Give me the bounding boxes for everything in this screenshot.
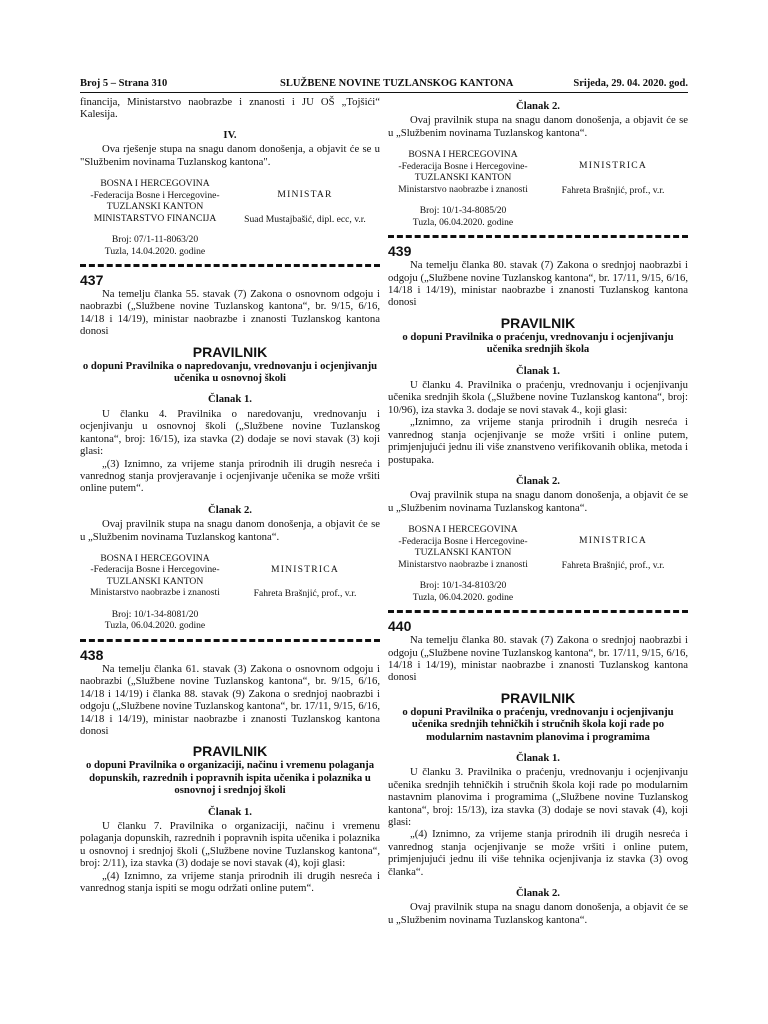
issuer-block — [80, 553, 230, 600]
article-heading: Članak 2. — [208, 503, 252, 516]
header-rule — [80, 92, 688, 93]
issuer-line: -Federacija Bosne i Hercegovine- — [398, 160, 528, 172]
signatory-name: Fahreta Brašnjić, prof., v.r. — [253, 588, 357, 600]
issuer-line: MINISTARSTVO FINANCIJA — [93, 212, 217, 224]
right-column — [388, 96, 688, 926]
reference-block — [80, 609, 230, 632]
issuer-line: BOSNA I HERCEGOVINA — [100, 178, 210, 190]
article-heading: Članak 1. — [208, 393, 252, 406]
act-number: 438 — [80, 646, 104, 663]
header-issue: Broj 5 – Strana 310 — [80, 78, 168, 89]
issuer-line: BOSNA I HERCEGOVINA — [100, 552, 210, 564]
article-text: U članku 7. Pravilnika o organizaciji, načinu i vremenu polaganja dopunskih, razrednih i popravnih ispita učenika i polaznika u osnovnoj i srednjoj školi („Službene novine Tuzlanskog kantona“, broj: 2/11), iza stavka (3) dodaje se novi stavak (4), koji glasi: — [80, 820, 380, 870]
signature-block — [80, 553, 380, 600]
reference-number: Broj: 10/1-34-8085/20 — [419, 205, 507, 217]
act-preamble: Na temelju članka 55. stavak (7) Zakona o osnovnom odgoju i naobrazbi („Službene novine Tuzlanskog kantona“, br. 9/15, 6/16, 14/18 i 14/19), ministar naobrazbe i znanosti Tuzlanskog kantona donosi — [80, 288, 380, 338]
issuer-line: TUZLANSKI KANTON — [414, 547, 512, 559]
signatory-name: Suad Mustajbašić, dipl. ecc, v.r. — [244, 213, 366, 225]
reference-block — [80, 234, 230, 257]
issuer-line: TUZLANSKI KANTON — [106, 575, 204, 587]
issuer-line: BOSNA I HERCEGOVINA — [408, 149, 518, 161]
reference-date: Tuzla, 14.04.2020. godine — [104, 245, 206, 257]
act-subtitle: o dopuni Pravilnika o praćenju, vrednovanju i ocjenjivanju učenika srednjih škola — [402, 330, 674, 356]
issuer-block — [388, 149, 538, 196]
article-text: U članku 4. Pravilnika o naredovanju, vrednovanju i ocjenjivanju u osnovnoj školi („Službene novine Tuzlanskog kantona“, broj: 16/15), iza stavka (2) dodaje se novi stavak (3) koji glasi: — [80, 407, 380, 458]
reference-number: Broj: 10/1-34-8081/20 — [111, 608, 199, 620]
signature-block — [388, 149, 688, 196]
signatory-block — [538, 149, 688, 196]
article-quote: „Iznimno, za vrijeme stanja prirodnih i drugih nesreća i vanrednog stanja ocjenjivanje se može vršiti i online putem, primjenjujući jednu ili više znanstveno verifikovanih oblika, metoda i postupaka. — [388, 416, 688, 466]
reference-date: Tuzla, 06.04.2020. godine — [412, 216, 514, 228]
signatory-block — [230, 553, 380, 600]
issuer-line: Ministarstvo naobrazbe i znanosti — [90, 587, 220, 599]
signatory-block — [230, 178, 380, 225]
article-text: U članku 4. Pravilnika o praćenju, vrednovanju i ocjenjivanju učenika srednjih škola („Službene novine Tuzlanskog kantona“, broj: 10/96), iza stavka 3. dodaje se novi stavak 4., koji glasi: — [388, 379, 688, 416]
continued-text: financija, Ministarstvo naobrazbe i znanosti i JU OŠ „Tojšići“ Kalesija. — [80, 96, 380, 121]
article-heading: Članak 1. — [516, 364, 560, 377]
issuer-line: TUZLANSKI KANTON — [414, 172, 512, 184]
article-heading: Članak 2. — [516, 887, 560, 900]
reference-date: Tuzla, 06.04.2020. godine — [104, 620, 206, 632]
issuer-line: -Federacija Bosne i Hercegovine- — [398, 535, 528, 547]
signature-block — [80, 178, 380, 225]
article-heading: Članak 1. — [516, 751, 560, 764]
signature-block — [388, 524, 688, 571]
act-preamble: Na temelju članka 61. stavak (3) Zakona o osnovnom odgoju i naobrazbi („Službene novine Tuzlanskog kantona“, br. 9/15, 6/16, 14/18 i 14/19) i članka 88. stavak (9) Zakona o srednjoj naobrazbi i odgoju („Službene novine Tuzlanskog kantona“, br. 17/11, 9/15, 6/16, 14/18 i 14/19), ministar naobrazbe i znanosti Tuzlanskog kantona donosi — [80, 662, 380, 737]
issuer-block — [388, 524, 538, 571]
article-text: Ovaj pravilnik stupa na snagu danom donošenja, a objavit će se u „Službenim novinama Tuzlanskog kantona“. — [388, 901, 688, 926]
article-quote: „(3) Iznimno, za vrijeme stanja prirodnih ili drugih nesreća i vanrednog stanja provjeravanje i ocjenjivanje učenika se može vršiti online putem“. — [80, 457, 380, 495]
header-title: SLUŽBENE NOVINE TUZLANSKOG KANTONA — [280, 78, 514, 89]
issuer-line: -Federacija Bosne i Hercegovine- — [90, 564, 220, 576]
issuer-line: TUZLANSKI KANTON — [106, 201, 204, 213]
act-subtitle: o dopuni Pravilnika o praćenju, vrednovanju i ocjenjivanju učenika srednjih tehničkih i stručnih škola koji rade po modularnim nastavnim planovima i programima — [402, 705, 674, 743]
reference-date: Tuzla, 06.04.2020. godine — [412, 591, 514, 603]
signatory-title: MINISTRICA — [271, 563, 339, 575]
article-text: Ovaj pravilnik stupa na snagu danom donošenja, a objavit će se u „Službenim novinama Tuzlanskog kantona“. — [388, 489, 688, 514]
reference-block — [388, 205, 538, 228]
section-divider — [388, 610, 688, 613]
page-header — [80, 78, 688, 92]
section-divider — [80, 264, 380, 267]
act-number: 440 — [388, 618, 412, 635]
signatory-name: Fahreta Brašnjić, prof., v.r. — [561, 184, 665, 196]
act-title: PRAVILNIK — [500, 689, 576, 706]
act-subtitle: o dopuni Pravilnika o napredovanju, vrednovanju i ocjenjivanju učenika u osnovnoj školi — [82, 359, 378, 385]
act-title: PRAVILNIK — [192, 743, 268, 760]
act-subtitle: o dopuni Pravilnika o organizaciji, načinu i vremenu polaganja dopunskih, razrednih i popravnih ispita učenika i polaznika u osnovnoj i srednjoj školi — [85, 759, 375, 797]
issuer-line: BOSNA I HERCEGOVINA — [408, 524, 518, 536]
signatory-block — [538, 524, 688, 571]
act-number: 439 — [388, 243, 412, 260]
left-column — [80, 96, 380, 894]
act-title: PRAVILNIK — [192, 343, 268, 360]
article-heading: Članak 2. — [516, 100, 560, 112]
section-roman-numeral: IV. — [223, 128, 237, 141]
issuer-block — [80, 178, 230, 225]
signatory-title: MINISTRICA — [579, 535, 647, 547]
act-title: PRAVILNIK — [500, 314, 576, 331]
article-quote: „(4) Iznimno, za vrijeme stanja prirodnih ili drugih nesreća i vanrednog stanja ocjenjivanje se može vršiti i online putem, primjenjujući jednu ili više tehnika ocjenjivanja iz stavka (3) ovog članka“. — [388, 828, 688, 878]
issuer-line: Ministarstvo naobrazbe i znanosti — [398, 558, 528, 570]
act-preamble: Na temelju članka 80. stavak (7) Zakona o srednjoj naobrazbi i odgoju („Službene novine Tuzlanskog kantona“, br. 17/11, 9/15, 6/16, 14/18 i 14/19), ministar naobrazbe i znanosti Tuzlanskog kantona donosi — [388, 634, 688, 684]
reference-block — [388, 580, 538, 603]
article-heading: Članak 1. — [208, 805, 252, 818]
section-text: Ova rješenje stupa na snagu danom donošenja, a objavit će se u "Službenim novinama Tuzlanskog kantona". — [80, 143, 380, 168]
act-number: 437 — [80, 272, 104, 289]
issuer-line: -Federacija Bosne i Hercegovine- — [90, 189, 220, 201]
signatory-title: MINISTRICA — [579, 160, 647, 172]
issuer-line: Ministarstvo naobrazbe i znanosti — [398, 183, 528, 195]
article-quote: „(4) Iznimno, za vrijeme stanja prirodnih ili drugih nesreća i vanrednog stanja ispiti se mogu održati online putem“. — [80, 869, 380, 895]
signatory-name: Fahreta Brašnjić, prof., v.r. — [561, 559, 665, 571]
article-heading: Članak 2. — [516, 474, 560, 487]
article-text: Ovaj pravilnik stupa na snagu danom donošenja, a objavit će se u „Službenim novinama Tuzlanskog kantona“. — [388, 114, 688, 139]
signatory-title: MINISTAR — [277, 189, 333, 201]
section-divider — [80, 639, 380, 642]
article-text: U članku 3. Pravilnika o praćenju, vrednovanju i ocjenjivanju učenika srednjih tehničkih i stručnih škola koji rade po modularnim nastavnim planovima i programima („Službene novine Tuzlanskog kantona“, broj: 15/13), iza stavka (3) dodaje se novi stavak (4), koji glasi: — [388, 766, 688, 828]
section-divider — [388, 235, 688, 238]
header-date: Srijeda, 29. 04. 2020. god. — [573, 78, 688, 89]
article-text: Ovaj pravilnik stupa na snagu danom donošenja, a objavit će se u „Službenim novinama Tuzlanskog kantona“. — [80, 518, 380, 543]
act-preamble: Na temelju članka 80. stavak (7) Zakona o srednjoj naobrazbi i odgoju („Službene novine Tuzlanskog kantona“, br. 17/11, 9/15, 6/16, 14/18 i 14/19), ministar naobrazbe i znanosti Tuzlanskog kantona donosi — [388, 259, 688, 309]
reference-number: Broj: 07/1-11-8063/20 — [111, 234, 199, 246]
reference-number: Broj: 10/1-34-8103/20 — [419, 580, 507, 592]
